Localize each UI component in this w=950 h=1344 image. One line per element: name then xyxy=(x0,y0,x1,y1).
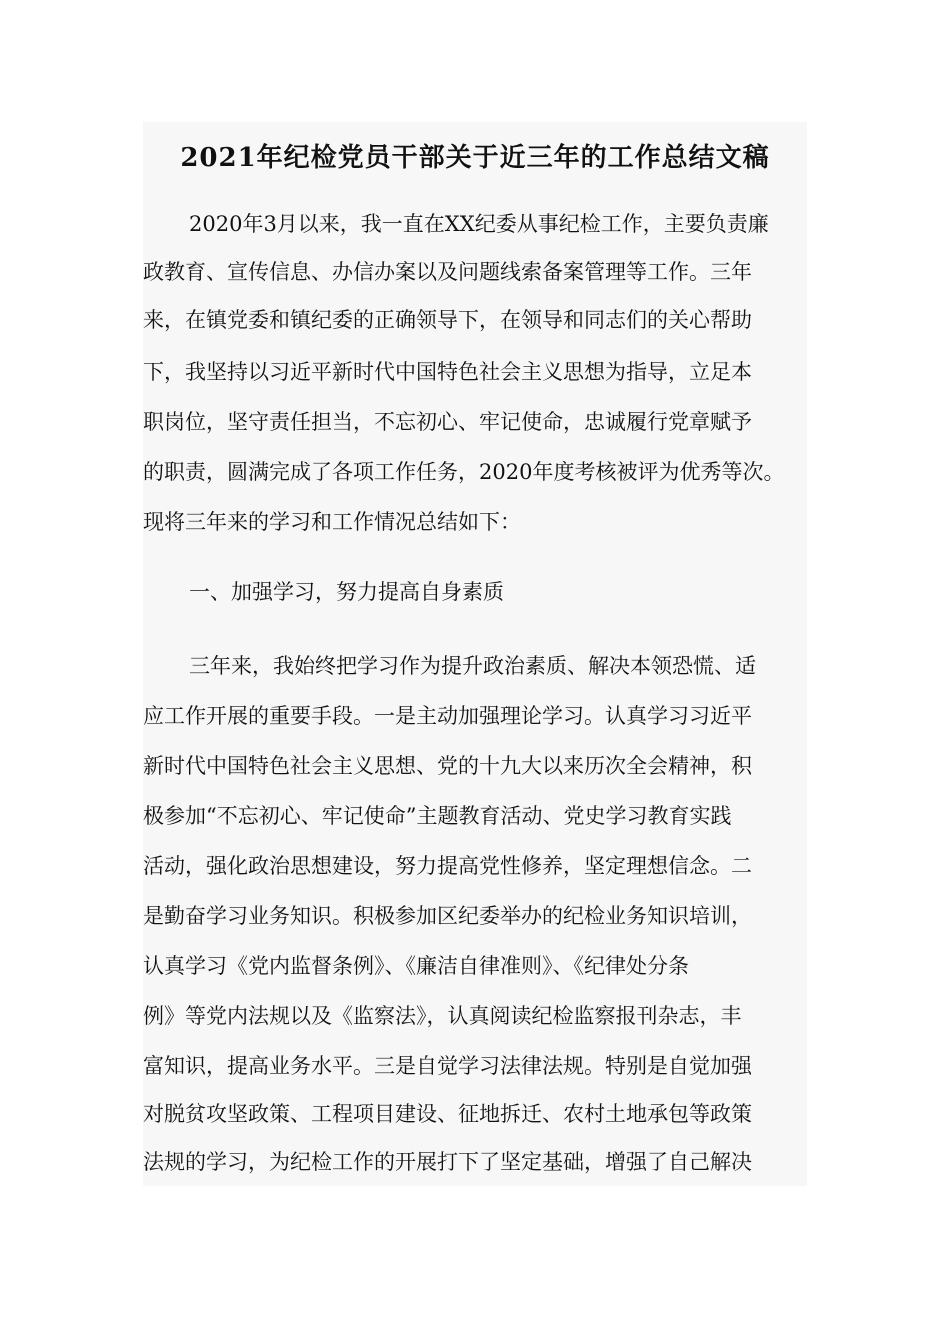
paragraph-line: 对脱贫攻坚政策、工程项目建设、征地拆迁、农村土地承包等政策 xyxy=(143,1102,752,1126)
paragraph-line: 认真学习《党内监督条例》、《廉洁自律准则》、《纪律处分条 xyxy=(143,954,689,978)
section-heading: 一、加强学习，努力提高自身素质 xyxy=(189,580,504,604)
document-title: 2021年纪检党员干部关于近三年的工作总结文稿 xyxy=(180,143,770,173)
paragraph-line: 是勤奋学习业务知识。积极参加区纪委举办的纪检业务知识培训， xyxy=(143,904,752,928)
document-page xyxy=(143,122,807,1186)
paragraph-line: 三年来，我始终把学习作为提升政治素质、解决本领恐慌、适 xyxy=(189,654,756,678)
paragraph-line: 应工作开展的重要手段。一是主动加强理论学习。认真学习习近平 xyxy=(143,704,752,728)
paragraph-line: 现将三年来的学习和工作情况总结如下： xyxy=(143,510,521,534)
paragraph-line: 新时代中国特色社会主义思想、党的十九大以来历次全会精神，积 xyxy=(143,754,752,778)
paragraph-line: 政教育、宣传信息、办信办案以及问题线索备案管理等工作。三年 xyxy=(143,260,752,284)
paragraph-line: 的职责，圆满完成了各项工作任务，2020年度考核被评为优秀等次。 xyxy=(143,460,785,484)
paragraph-line: 活动，强化政治思想建设，努力提高党性修养，坚定理想信念。二 xyxy=(143,854,752,878)
paragraph-line: 富知识，提高业务水平。三是自觉学习法律法规。特别是自觉加强 xyxy=(143,1054,752,1078)
paragraph-line: 来，在镇党委和镇纪委的正确领导下，在领导和同志们的关心帮助 xyxy=(143,308,752,332)
paragraph-line: 下，我坚持以习近平新时代中国特色社会主义思想为指导，立足本 xyxy=(143,360,752,384)
paragraph-line: 法规的学习，为纪检工作的开展打下了坚定基础，增强了自己解决 xyxy=(143,1150,752,1174)
paragraph-line: 职岗位，坚守责任担当，不忘初心、牢记使命，忠诚履行党章赋予 xyxy=(143,410,752,434)
paragraph-line: 极参加“不忘初心、牢记使命”主题教育活动、党史学习教育实践 xyxy=(143,804,732,828)
paragraph-line: 2020年3月以来，我一直在XX纪委从事纪检工作，主要负责廉 xyxy=(189,212,769,236)
paragraph-line: 例》等党内法规以及《监察法》，认真阅读纪检监察报刊杂志，丰 xyxy=(143,1004,742,1028)
